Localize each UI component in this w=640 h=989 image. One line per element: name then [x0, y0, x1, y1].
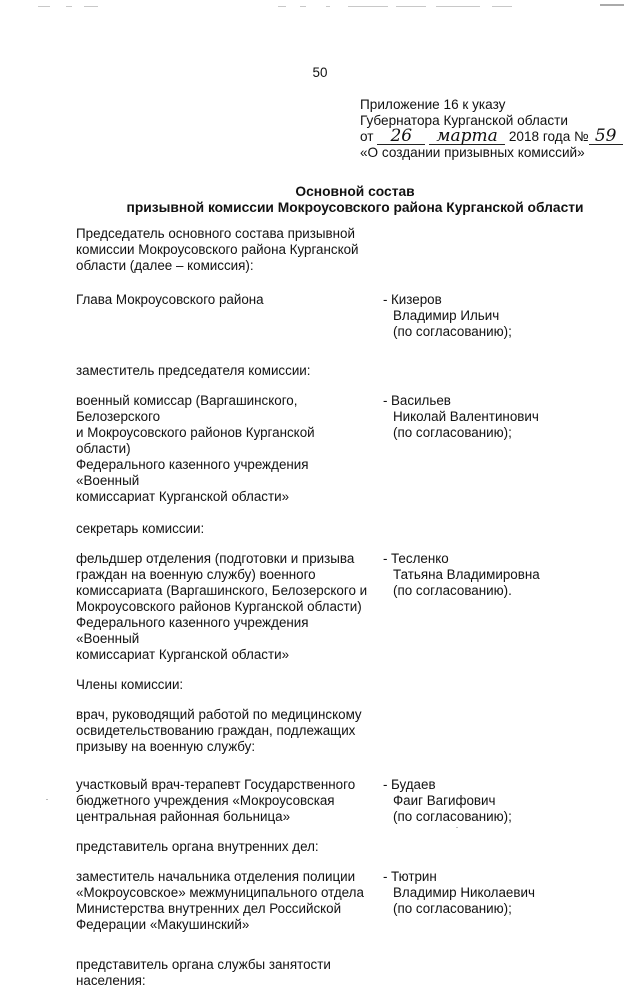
scan-speck	[46, 799, 48, 800]
person-surname-line: - Кизеров	[383, 292, 442, 307]
person-name: Владимир Ильич	[393, 308, 500, 323]
person-surname: Тютрин	[391, 869, 437, 884]
doctor-heading-line: врач, руководящий работой по медицинскому	[76, 707, 362, 722]
person-note: (по согласованию);	[393, 324, 512, 339]
role-line: центральная районная больница»	[76, 809, 291, 824]
entry-person	[383, 869, 583, 917]
role-line: Глава Мокроусовского района	[76, 292, 264, 307]
entry-role	[76, 551, 368, 663]
person-note: (по согласованию);	[393, 809, 512, 824]
title-line-1: Основной состав	[295, 184, 415, 199]
chairman-heading-line: области (далее – комиссия):	[76, 258, 254, 273]
person-surname: Будаев	[391, 777, 436, 792]
deputy-heading: заместитель председателя комиссии:	[76, 363, 311, 378]
document-title	[0, 184, 640, 216]
entry-secretary	[76, 551, 616, 663]
role-line: комиссариата (Варгашинского, Белозерского и	[76, 583, 368, 598]
person-surname: Кизеров	[391, 292, 442, 307]
person-name: Татьяна Владимировна	[393, 567, 540, 582]
employment-heading-line: представитель органа службы занятости	[76, 957, 331, 972]
commission-list	[76, 226, 616, 989]
page-number: 50	[312, 65, 328, 80]
entry-chairman	[76, 292, 616, 340]
entry-person	[383, 292, 583, 340]
appendix-from: от	[360, 129, 374, 144]
chairman-heading	[76, 226, 376, 274]
entry-person	[383, 551, 583, 599]
person-name: Николай Валентинович	[393, 409, 539, 424]
person-surname: Тесленко	[391, 551, 449, 566]
appendix-line-2: Губернатора Курганской области	[360, 113, 568, 128]
role-line: и Мокроусовского районов Курганской области)	[76, 425, 315, 456]
appendix-year: 2018 года №	[508, 129, 589, 144]
person-note: (по согласованию).	[393, 583, 512, 598]
entry-role	[76, 777, 368, 825]
role-line: Министерства внутренних дел Российской	[76, 901, 342, 916]
person-surname-line: - Будаев	[383, 777, 436, 792]
person-surname: Васильев	[391, 393, 451, 408]
appendix-line-4: «О создании призывных комиссий»	[360, 145, 585, 160]
entry-role	[76, 393, 368, 505]
entry-police	[76, 869, 616, 933]
employment-heading-line: населения:	[76, 973, 146, 988]
doctor-heading	[76, 707, 376, 755]
role-line: заместитель начальника отделения полиции	[76, 869, 356, 884]
role-line: участковый врач-терапевт Государственного	[76, 777, 356, 792]
entry-person	[383, 393, 583, 441]
entry-role	[76, 869, 368, 933]
handwritten-number: 59	[589, 129, 623, 145]
role-line: комиссариат Курганской области»	[76, 647, 290, 662]
person-surname-line: - Васильев	[383, 393, 451, 408]
role-line: Федерации «Макушинский»	[76, 917, 250, 932]
doctor-heading-line: освидетельствованию граждан, подлежащих	[76, 723, 356, 738]
entry-therapist	[76, 777, 616, 825]
entry-role	[76, 292, 368, 308]
role-line: Федерального казенного учреждения «Военный	[76, 457, 309, 488]
person-surname-line: - Тютрин	[383, 869, 437, 884]
title-line-2: призывной комиссии Мокроусовского района Курганской области	[126, 200, 584, 215]
chairman-heading-line: Председатель основного состава призывной	[76, 226, 355, 241]
appendix-line-1: Приложение 16 к указу	[360, 97, 506, 112]
secretary-heading: секретарь комиссии:	[76, 521, 205, 536]
entry-deputy	[76, 393, 616, 505]
person-note: (по согласованию);	[393, 901, 512, 916]
handwritten-day: 26	[377, 129, 425, 145]
doctor-heading-line: призыву на военную службу:	[76, 739, 256, 754]
handwritten-month: марта	[429, 129, 505, 145]
role-line: граждан на военную службу) военного	[76, 567, 316, 582]
role-line: Мокроусовского районов Курганской области)	[76, 599, 362, 614]
appendix-date-line	[360, 126, 630, 146]
person-name: Фаиг Вагифович	[393, 793, 496, 808]
scan-noise	[0, 0, 640, 14]
role-line: бюджетного учреждения «Мокроусовская	[76, 793, 335, 808]
appendix-block	[360, 97, 630, 161]
role-line: «Мокроусовское» межмуниципального отдела	[76, 885, 364, 900]
role-line: фельдшер отделения (подготовки и призыва	[76, 551, 355, 566]
role-line: Федерального казенного учреждения «Военный	[76, 615, 309, 646]
entry-person	[383, 777, 583, 825]
role-line: военный комиссар (Варгашинского, Белозерского	[76, 393, 298, 424]
members-heading: Члены комиссии:	[76, 677, 184, 692]
person-surname-line: - Тесленко	[383, 551, 449, 566]
chairman-heading-line: комиссии Мокроусовского района Курганской	[76, 242, 359, 257]
person-note: (по согласованию);	[393, 425, 512, 440]
person-name: Владимир Николаевич	[393, 885, 535, 900]
employment-heading	[76, 957, 376, 989]
role-line: комиссариат Курганской области»	[76, 489, 290, 504]
scan-speck	[456, 827, 458, 828]
police-heading: представитель органа внутренних дел:	[76, 839, 319, 854]
